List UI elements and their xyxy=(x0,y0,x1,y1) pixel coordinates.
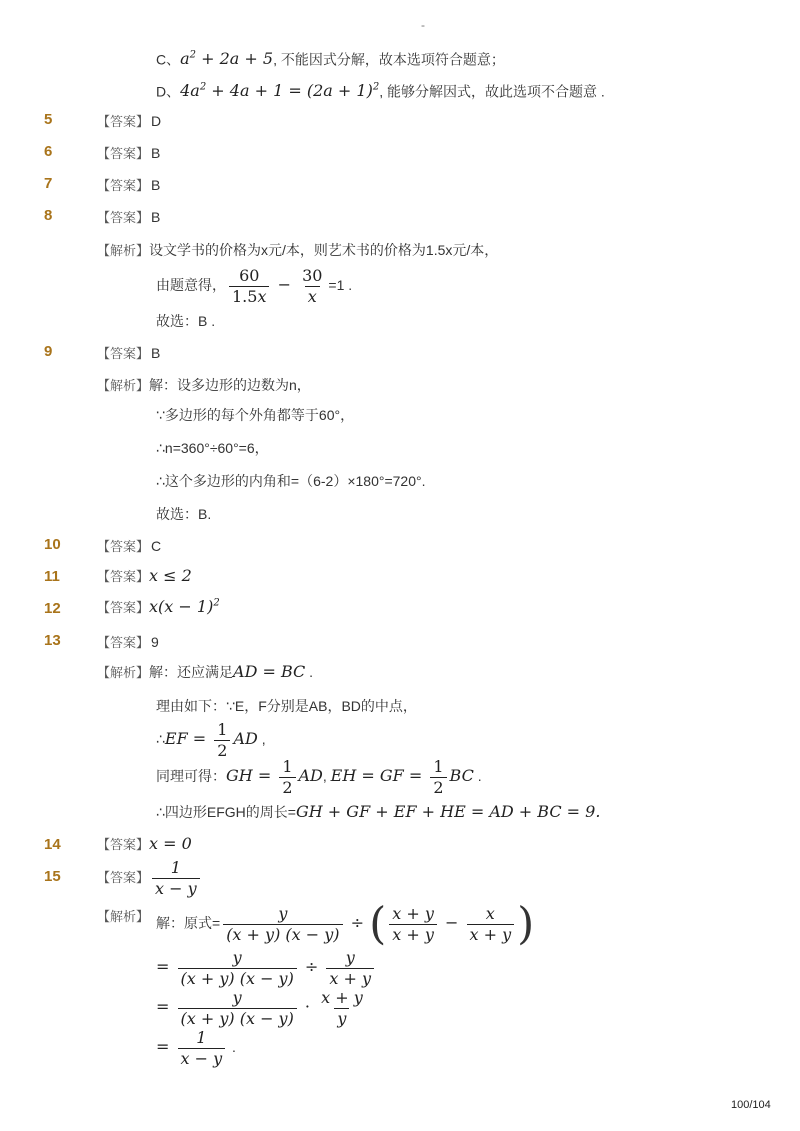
page-number: 100/104 xyxy=(731,1099,771,1111)
q13-line: 理由如下：∵E，F分别是AB，BD的中点， xyxy=(156,698,417,714)
q8-equation: 由题意得， $\frac{60}{1.5x}$ − $\frac{30}{x}$ =1 . xyxy=(156,266,353,306)
answer-row: 【答案】 B xyxy=(97,209,161,225)
answer-row: 【答案】x = 0 xyxy=(97,834,192,853)
q11-answer-expr: x ≤ 2 xyxy=(149,566,192,585)
header-dash: - xyxy=(421,18,425,32)
answer-row: 【答案】 $\frac{1}{x - y}$ xyxy=(97,858,203,899)
answer-row: 【答案】 B xyxy=(97,345,161,361)
answer-row: 【答案】 B xyxy=(97,177,161,193)
question-number: 15 xyxy=(44,868,61,885)
question-number: 11 xyxy=(44,568,60,585)
q4-c-expr: $a^2 + 2a + 5$ xyxy=(180,49,274,69)
question-number: 5 xyxy=(44,111,53,128)
q14-answer-expr: x = 0 xyxy=(149,834,192,853)
q9-line: ∴n=360°÷60°=6， xyxy=(156,440,269,456)
q13-gh: 同理可得：GH = $\frac{1}{2}$ AD, EH = GF = $\frac{1}{2}$ BC . xyxy=(156,757,482,797)
analysis-row: 【解析】 xyxy=(97,909,150,924)
q8-conclusion: 故选：B . xyxy=(156,313,216,329)
q13-perimeter: ∴四边形EFGH的周长=GH + GF + EF + HE = AD + BC = 9. xyxy=(156,802,601,821)
answer-row: 【答案】 B xyxy=(97,145,161,161)
analysis-row: 【解析】解：设多边形的边数为n， xyxy=(97,377,311,393)
q4-option-c: C、$a^2 + 2a + 5$, 不能因式分解，故本选项符合题意； xyxy=(156,49,505,69)
question-number: 14 xyxy=(44,836,61,853)
q15-step1: 解：原式= $\frac{y}{(x + y) (x - y)}$ ÷ ( $\frac{x + y}{x + y}$ − $\frac{x}{x + y}$ ) xyxy=(156,898,535,950)
question-number: 8 xyxy=(44,207,53,224)
q9-line: 故选：B. xyxy=(156,506,212,522)
q4-d-expr: $4a^2 + 4a + 1 = (2a + 1)^2$ xyxy=(180,81,380,101)
q9-line: ∵多边形的每个外角都等于60°， xyxy=(156,407,355,423)
question-number: 10 xyxy=(44,536,61,553)
question-number: 7 xyxy=(44,175,53,192)
q13-ef: ∴EF = $\frac{1}{2}$ AD , xyxy=(156,720,266,760)
question-number: 9 xyxy=(44,343,53,360)
question-number: 12 xyxy=(44,600,61,617)
analysis-row: 【解析】解：还应满足AD = BC . xyxy=(97,662,314,681)
q9-line: ∴这个多边形的内角和=（6-2）×180°=720°. xyxy=(156,473,426,489)
q12-answer-expr: $x(x - 1)^2$ xyxy=(149,597,220,616)
q15-step4: = $\frac{1}{x - y}$ . xyxy=(156,1028,236,1068)
q15-answer-expr: $\frac{1}{x - y}$ xyxy=(152,858,200,899)
answer-row: 【答案】$x(x - 1)^2$ xyxy=(97,597,220,616)
q15-step3: = $\frac{y}{(x + y) (x - y)}$ · $\frac{x + y}{y}$ xyxy=(156,988,363,1028)
answer-row: 【答案】 9 xyxy=(97,634,159,650)
question-number: 6 xyxy=(44,143,53,160)
question-number: 13 xyxy=(44,632,61,649)
q15-step2: = $\frac{y}{(x + y) (x - y)}$ ÷ $\frac{y}{x + y}$ xyxy=(156,948,377,989)
answer-row: 【答案】x ≤ 2 xyxy=(97,566,192,585)
analysis-row: 【解析】设文学书的价格为x元/本，则艺术书的价格为1.5x元/本， xyxy=(97,242,499,258)
answer-row: 【答案】 C xyxy=(97,538,162,554)
answer-row: 【答案】 D xyxy=(97,113,162,129)
q4-option-d: D、$4a^2 + 4a + 1 = (2a + 1)^2$, 能够分解因式，故此选项不合题意 . xyxy=(156,81,605,101)
